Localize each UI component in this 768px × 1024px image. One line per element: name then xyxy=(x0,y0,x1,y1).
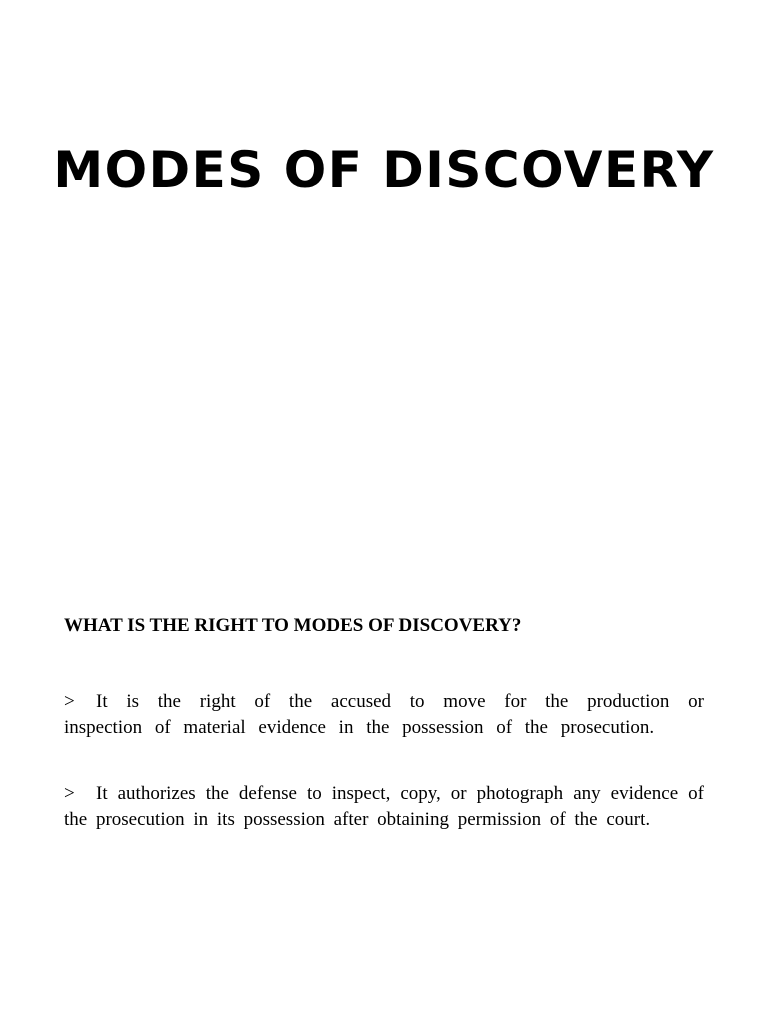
bullet-marker: > xyxy=(64,691,75,712)
paragraph-1 xyxy=(64,689,704,741)
paragraph-2 xyxy=(64,781,704,833)
paragraph-text: It authorizes the defense to inspect, copy, or photograph any evidence of the prosecution in its possession after obtaining permission of the court. xyxy=(64,783,704,830)
bullet-marker: > xyxy=(64,783,75,804)
paragraph-text: It is the right of the accused to move for the production or inspection of material evidence in the possession of the prosecution. xyxy=(64,691,704,738)
page-title: MODES OF DISCOVERY xyxy=(53,141,715,199)
section-heading: WHAT IS THE RIGHT TO MODES OF DISCOVERY? xyxy=(64,615,522,636)
